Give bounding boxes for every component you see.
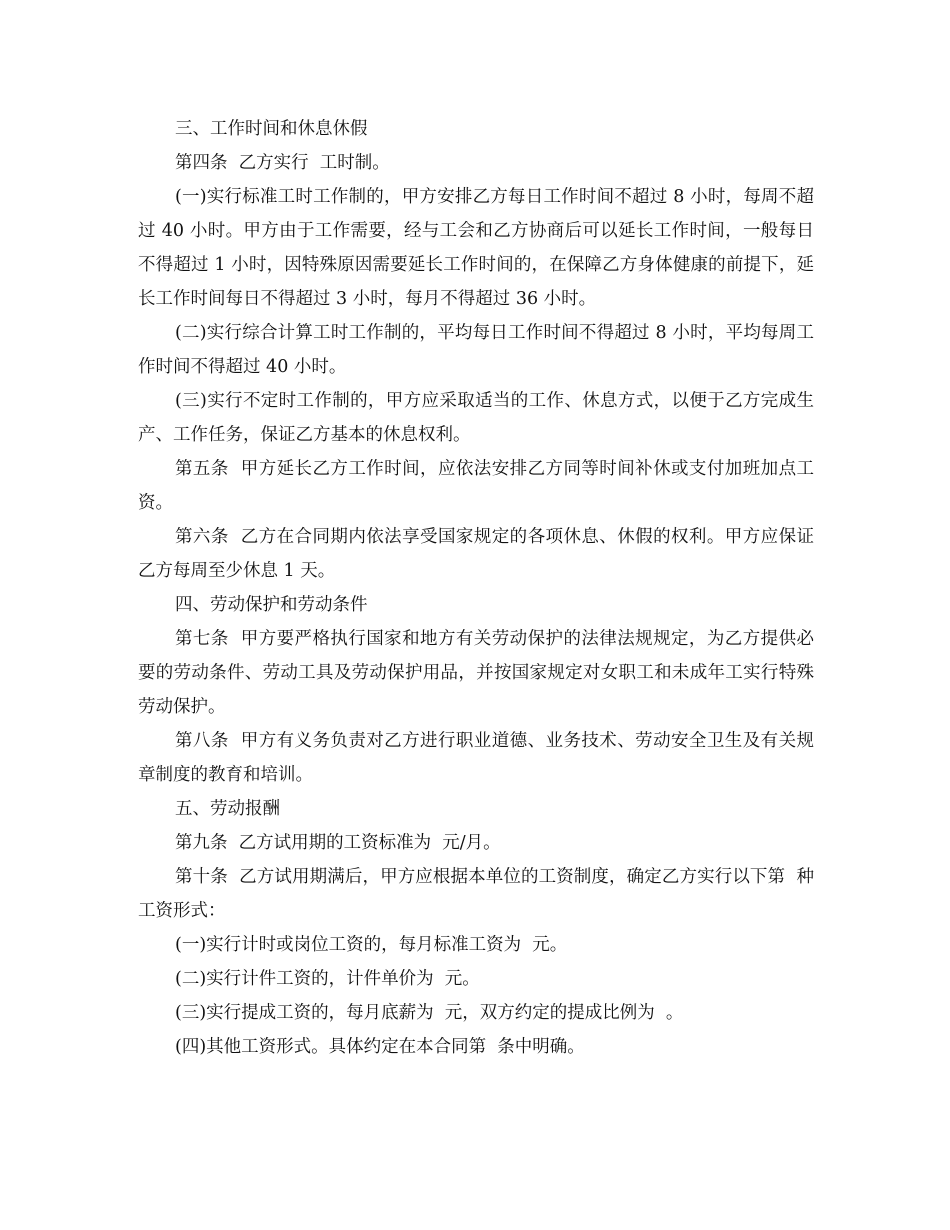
article-5: 第五条 甲方延长乙方工作时间，应依法安排乙方同等时间补休或支付加班加点工资。 [138,459,814,513]
article-10-item-2: (二)实行计件工资的，计件单价为 元。 [175,969,480,989]
article-8: 第八条 甲方有义务负责对乙方进行职业道德、业务技术、劳动安全卫生及有关规章制度的教育和培训。 [138,731,814,785]
article-10-item-3: (三)实行提成工资的，每月底薪为 元，双方约定的提成比例为 。 [175,1003,684,1023]
article-6: 第六条 乙方在合同期内依法享受国家规定的各项休息、休假的权利。甲方应保证乙方每周至少休息 1 天。 [138,527,814,581]
article-9: 第九条 乙方试用期的工资标准为 元/月。 [175,833,501,853]
article-4-item-3: (三)实行不定时工作制的，甲方应采取适当的工作、休息方式，以便于乙方完成生产、工作任务，保证乙方基本的休息权利。 [138,391,814,445]
article-4-item-1: (一)实行标准工时工作制的，甲方安排乙方每日工作时间不超过 8 小时，每周不超过 40 小时。甲方由于工作需要，经与工会和乙方协商后可以延长工作时间，一般每日不得超过 1 小时，因特殊原因需要延长工作时间的，在保障乙方身体健康的前提下，延长工作时间每日不得超过 3 小时，每月不得超过 36 小时。 [138,187,814,309]
article-7: 第七条 甲方要严格执行国家和地方有关劳动保护的法律法规规定，为乙方提供必要的劳动条件、劳动工具及劳动保护用品，并按国家规定对女职工和未成年工实行特殊劳动保护。 [138,629,814,717]
document-body [138,112,814,1064]
article-10-item-4: (四)其他工资形式。具体约定在本合同第 条中明确。 [175,1037,585,1057]
article-10-item-1: (一)实行计时或岗位工资的，每月标准工资为 元。 [175,935,568,955]
section-heading-work-time: 三、工作时间和休息休假 [175,119,368,139]
article-4: 第四条 乙方实行 工时制。 [175,153,390,173]
article-10: 第十条 乙方试用期满后，甲方应根据本单位的工资制度，确定乙方实行以下第 种工资形式： [138,867,814,921]
section-heading-remuneration: 五、劳动报酬 [175,799,280,819]
article-4-item-2: (二)实行综合计算工时工作制的，平均每日工作时间不得超过 8 小时，平均每周工作时间不得超过 40 小时。 [138,323,814,377]
section-heading-labor-protection: 四、劳动保护和劳动条件 [175,595,368,615]
